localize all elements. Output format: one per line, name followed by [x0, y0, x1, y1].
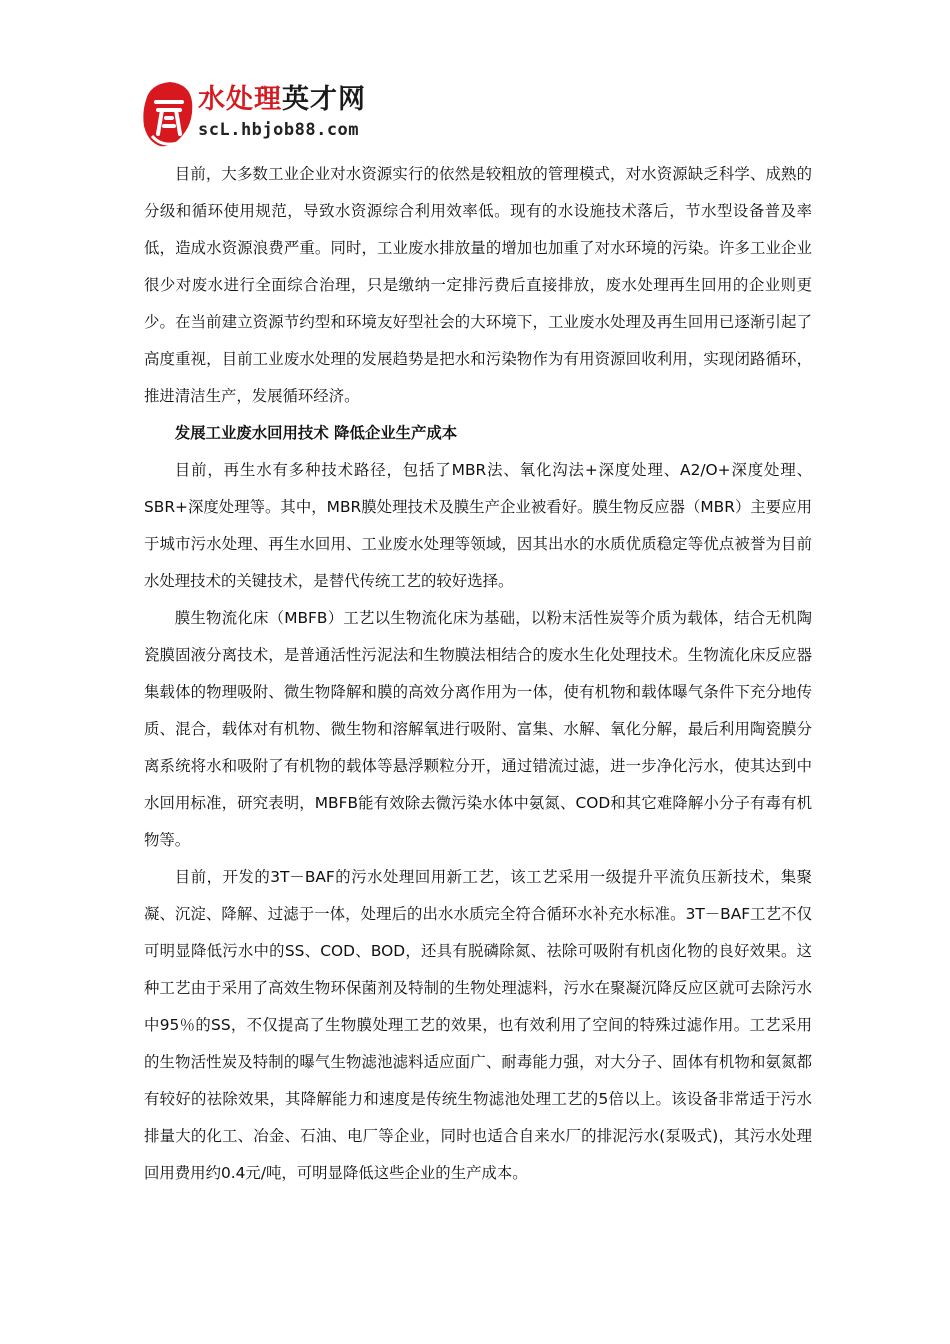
article-body — [144, 156, 812, 1192]
chinese-character-seal-icon — [138, 76, 198, 152]
logo-url[interactable]: scL.hbjob88.com — [198, 120, 360, 140]
paragraph-mbfb: 膜生物流化床（MBFB）工艺以生物流化床为基础，以粉末活性炭等介质为载体，结合无机陶瓷膜固液分离技术，是普通活性污泥法和生物膜法相结合的废水生化处理技术。生物流化床反应器集载体的物理吸附、微生物降解和膜的高效分离作用为一体，使有机物和载体曝气条件下充分地传质、混合，载体对有机物、微生物和溶解氧进行吸附、富集、水解、氧化分解，最后利用陶瓷膜分离系统将水和吸附了有机物的载体等悬浮颗粒分开，通过错流过滤，进一步净化污水，使其达到中水回用标准，研究表明，MBFB能有效除去微污染水体中氨氮、COD和其它难降解小分子有毒有机物等。 — [144, 609, 812, 849]
section-heading: 发展工业废水回用技术 降低企业生产成本 — [174, 424, 458, 442]
logo-title-dark: 英才网 — [282, 84, 366, 115]
site-logo[interactable] — [138, 76, 398, 156]
paragraph-mbr: 目前，再生水有多种技术路径，包括了MBR法、氧化沟法+深度处理、A2/O+深度处理、SBR+深度处理等。其中，MBR膜处理技术及膜生产企业被看好。膜生物反应器（MBR）主要应用于城市污水处理、再生水回用、工业废水处理等领域，因其出水的水质优质稳定等优点被誉为目前水处理技术的关键技术，是替代传统工艺的较好选择。 — [144, 461, 812, 590]
logo-title — [198, 84, 366, 116]
paragraph-3t-baf: 目前，开发的3T－BAF的污水处理回用新工艺，该工艺采用一级提升平流负压新技术，集聚凝、沉淀、降解、过滤于一体，处理后的出水水质完全符合循环水补充水标准。3T－BAF工艺不仅可明显降低污水中的SS、COD、BOD，还具有脱磷除氮、祛除可吸附有机卤化物的良好效果。这种工艺由于采用了高效生物环保菌剂及特制的生物处理滤料，污水在聚凝沉降反应区就可去除污水中95％的SS，不仅提高了生物膜处理工艺的效果，也有效利用了空间的特殊过滤作用。工艺采用的生物活性炭及特制的曝气生物滤池滤料适应面广、耐毒能力强，对大分子、固体有机物和氨氮都有较好的祛除效果，其降解能力和速度是传统生物滤池处理工艺的5倍以上。该设备非常适于污水排量大的化工、冶金、石油、电厂等企业，同时也适合自来水厂的排泥污水(泵吸式)，其污水处理回用费用约0.4元/吨，可明显降低这些企业的生产成本。 — [144, 868, 812, 1182]
logo-title-red: 水处理 — [198, 84, 282, 115]
paragraph-intro: 目前，大多数工业企业对水资源实行的依然是较粗放的管理模式，对水资源缺乏科学、成熟的分级和循环使用规范，导致水资源综合利用效率低。现有的水设施技术落后，节水型设备普及率低，造成水资源浪费严重。同时，工业废水排放量的增加也加重了对水环境的污染。许多工业企业很少对废水进行全面综合治理，只是缴纳一定排污费后直接排放，废水处理再生回用的企业则更少。在当前建立资源节约型和环境友好型社会的大环境下，工业废水处理及再生回用已逐渐引起了高度重视，目前工业废水处理的发展趋势是把水和污染物作为有用资源回收利用，实现闭路循环，推进清洁生产，发展循环经济。 — [144, 165, 812, 405]
